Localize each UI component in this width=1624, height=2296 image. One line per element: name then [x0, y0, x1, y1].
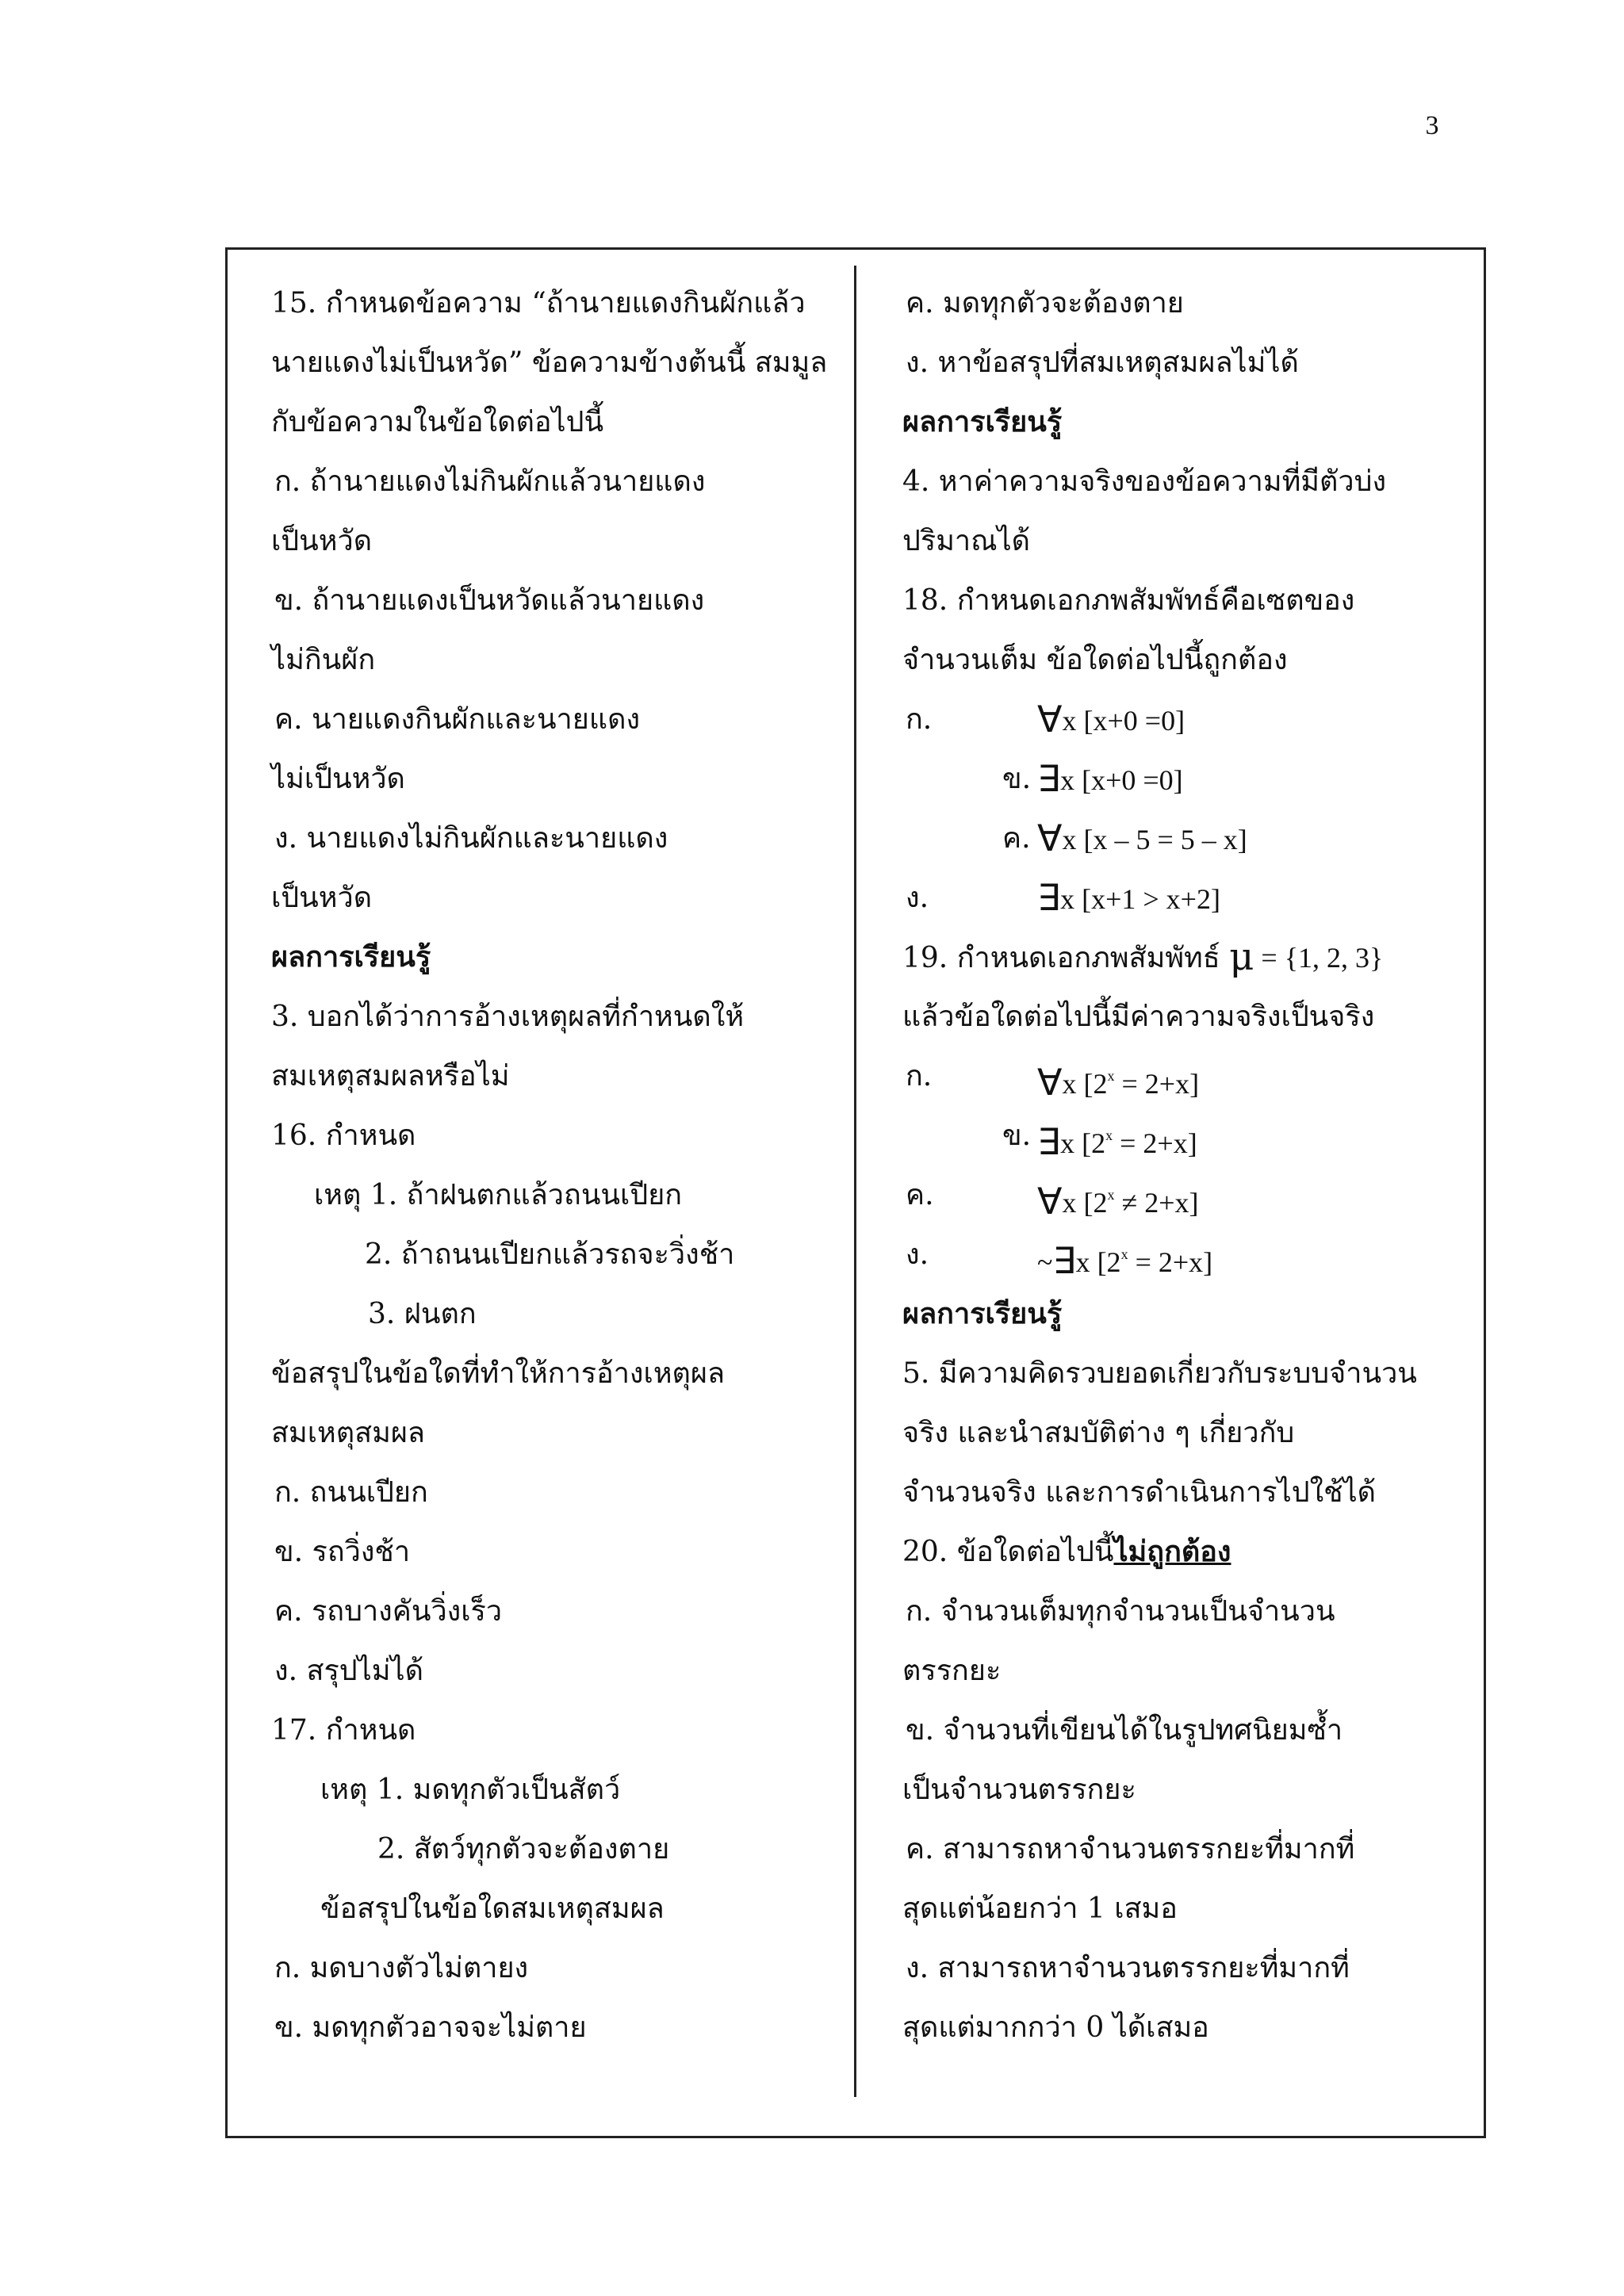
option-label: ง. [906, 882, 929, 914]
quantifier-symbol: ∀ [1037, 1181, 1063, 1222]
text-line: นายแดงไม่เป็นหวัด” ข้อความข้างต้นนี้ สมมูล [271, 346, 828, 379]
text-line: ข้อสรุปในข้อใดสมเหตุสมผล [320, 1892, 665, 1925]
relation-symbol: ≠ [1114, 1187, 1145, 1219]
formula [1037, 1225, 1212, 1292]
mu-symbol: μ [1229, 935, 1254, 979]
text-line: 2. ถ้าถนนเปียกแล้วรถจะวิ่งช้า [365, 1238, 735, 1271]
formula [1037, 690, 1185, 751]
quantifier-symbol: ∀ [1037, 818, 1063, 859]
text-line: 15. กำหนดข้อความ “ถ้านายแดงกินผักแล้ว [271, 287, 806, 320]
text-line: ข. มดทุกตัวอาจจะไม่ตาย [274, 2011, 587, 2044]
text-line: ข้อสรุปในข้อใดที่ทำให้การอ้างเหตุผล [271, 1357, 726, 1390]
exponent: x [1107, 1187, 1115, 1203]
text-line: จำนวนจริง และการดำเนินการไปใช้ได้ [902, 1476, 1377, 1509]
text-line: 3. บอกได้ว่าการอ้างเหตุผลที่กำหนดให้ [271, 1001, 745, 1033]
formula-body: x [x – 5 = 5 – x] [1062, 824, 1247, 855]
text-line: สุดแต่มากกว่า 0 ได้เสมอ [902, 2011, 1209, 2044]
text-line: ก. ถ้านายแดงไม่กินผักแล้วนายแดง [274, 465, 706, 498]
formula [1037, 809, 1247, 870]
option-row [902, 868, 1442, 928]
option-row [902, 749, 1442, 809]
quantifier-symbol: ∃ [1037, 878, 1061, 918]
option-row [902, 809, 1442, 868]
text-line: เหตุ 1. ถ้าฝนตกแล้วถนนเปียก [314, 1179, 683, 1211]
text-line: 3. ฝนตก [368, 1298, 477, 1330]
text-line: ข. ถ้านายแดงเป็นหวัดแล้วนายแดง [274, 584, 705, 617]
text-line: 16. กำหนด [271, 1119, 416, 1152]
exponent: x [1120, 1246, 1128, 1262]
text-line: ข. รถวิ่งช้า [274, 1536, 411, 1568]
text-line: ไม่เป็นหวัด [271, 763, 405, 795]
quantifier-symbol: ∀ [1037, 1062, 1063, 1103]
relation-symbol: = [1113, 1127, 1143, 1159]
section-heading: ผลการเรียนรู้ [902, 1297, 1063, 1330]
formula-right: 2+x] [1143, 1127, 1197, 1159]
formula-body: x [x+0 =0] [1060, 764, 1183, 796]
option-label: ง. [906, 1238, 929, 1271]
right-column-top [902, 274, 1442, 690]
section-heading: ผลการเรียนรู้ [271, 940, 431, 974]
text-line: เป็นหวัด [271, 882, 373, 914]
quantifier-symbol: ∃ [1037, 759, 1061, 799]
text-line: จริง และนำสมบัติต่าง ๆ เกี่ยวกับ [902, 1417, 1295, 1449]
option-row [902, 1047, 1442, 1106]
option-row [902, 1165, 1442, 1225]
text-line: ค. มดทุกตัวจะต้องตาย [906, 287, 1184, 320]
option-row [902, 1106, 1442, 1165]
formula-body: x [x+0 =0] [1062, 705, 1185, 737]
right-column [902, 274, 1442, 2057]
exponent: x [1107, 1068, 1115, 1084]
quantifier-symbol: ∃ [1037, 1122, 1061, 1162]
formula-left: x [2 [1062, 1068, 1108, 1100]
text-line: 4. หาค่าความจริงของข้อความที่มีตัวบ่ง [902, 465, 1387, 498]
negation-symbol: ~ [1037, 1246, 1053, 1278]
option-label: ข. [1002, 763, 1032, 795]
formula-left: x [2 [1060, 1127, 1106, 1159]
formula-body: x [x+1 > x+2] [1060, 883, 1220, 915]
text-line: สุดแต่น้อยกว่า 1 เสมอ [902, 1892, 1178, 1925]
q19-stem-line2: แล้วข้อใดต่อไปนี้มีค่าความจริงเป็นจริง [902, 1001, 1375, 1033]
right-column-bottom [902, 1284, 1442, 1522]
text-line: ง. หาข้อสรุปที่สมเหตุสมผลไม่ได้ [906, 346, 1299, 379]
formula-right: 2+x] [1144, 1068, 1200, 1100]
formula-right: 2+x] [1144, 1187, 1199, 1219]
text-line: ค. นายแดงกินผักและนายแดง [274, 703, 641, 736]
text-line: จำนวนเต็ม ข้อใดต่อไปนี้ถูกต้อง [902, 644, 1288, 676]
option-row [902, 690, 1442, 749]
q18-options [902, 690, 1442, 928]
formula [1037, 749, 1183, 810]
formula [1037, 1165, 1199, 1233]
q19-set: = {1, 2, 3} [1254, 942, 1384, 974]
text-line: ค. รถบางคันวิ่งเร็ว [274, 1595, 503, 1628]
text-line: ง. สามารถหาจำนวนตรรกยะที่มากที่ [906, 1952, 1350, 1984]
q19-prefix: 19. กำหนดเอกภพสัมพัทธ์ [902, 942, 1230, 974]
page-number: 3 [1425, 111, 1439, 140]
option-label: ข. [1002, 1119, 1032, 1152]
text-line: ก. จำนวนเต็มทุกจำนวนเป็นจำนวน [906, 1595, 1335, 1628]
quantifier-symbol: ∀ [1037, 699, 1063, 740]
q20-stem [902, 1522, 1442, 1582]
section-heading: ผลการเรียนรู้ [902, 405, 1063, 438]
formula-left: x [2 [1062, 1187, 1108, 1219]
formula-right: 2+x] [1158, 1246, 1213, 1278]
column-divider [854, 266, 856, 2097]
text-line: 17. กำหนด [271, 1714, 416, 1747]
formula [1037, 1106, 1197, 1173]
text-line: ค. สามารถหาจำนวนตรรกยะที่มากที่ [906, 1833, 1355, 1866]
relation-symbol: = [1128, 1246, 1159, 1278]
text-line: ข. จำนวนที่เขียนได้ในรูปทศนิยมซ้ำ [906, 1714, 1343, 1747]
text-line: เป็นหวัด [271, 525, 373, 557]
text-line: เหตุ 1. มดทุกตัวเป็นสัตว์ [320, 1774, 621, 1806]
q20-emphasis: ไม่ถูกต้อง [1113, 1535, 1231, 1568]
option-label: ก. [906, 703, 933, 736]
quantifier-symbol: ∃ [1052, 1241, 1076, 1281]
text-line: สมเหตุสมผล [271, 1417, 425, 1449]
text-line: ไม่กินผัก [271, 644, 376, 676]
q19-stem [902, 928, 1442, 987]
text-line: ง. สรุปไม่ได้ [274, 1655, 423, 1687]
text-line: 2. สัตว์ทุกตัวจะต้องตาย [377, 1833, 670, 1866]
option-label: ค. [1002, 822, 1031, 855]
option-row [902, 1225, 1442, 1284]
text-line: ตรรกยะ [902, 1655, 1002, 1687]
text-line: 18. กำหนดเอกภพสัมพัทธ์คือเซตของ [902, 584, 1355, 617]
relation-symbol: = [1114, 1068, 1145, 1100]
formula [1037, 1047, 1199, 1114]
option-label: ก. [906, 1060, 933, 1093]
q20-options [902, 1582, 1442, 2057]
text-line: ปริมาณได้ [902, 525, 1031, 557]
formula [1037, 868, 1220, 929]
q20-prefix: 20. ข้อใดต่อไปนี้ [902, 1536, 1114, 1568]
text-line: เป็นจำนวนตรรกยะ [902, 1774, 1136, 1806]
text-line: ก. มดบางตัวไม่ตายง [274, 1952, 529, 1984]
exponent: x [1105, 1127, 1113, 1143]
text-line: ก. ถนนเปียก [274, 1476, 428, 1509]
text-line: ง. นายแดงไม่กินผักและนายแดง [274, 822, 668, 855]
text-line: กับข้อความในข้อใดต่อไปนี้ [271, 406, 604, 438]
q19-options [902, 1047, 1442, 1284]
text-line: สมเหตุสมผลหรือไม่ [271, 1060, 510, 1093]
text-line: 5. มีความคิดรวบยอดเกี่ยวกับระบบจำนวน [902, 1357, 1417, 1390]
formula-left: x [2 [1075, 1246, 1121, 1278]
left-column [271, 274, 828, 2057]
option-label: ค. [906, 1179, 934, 1211]
